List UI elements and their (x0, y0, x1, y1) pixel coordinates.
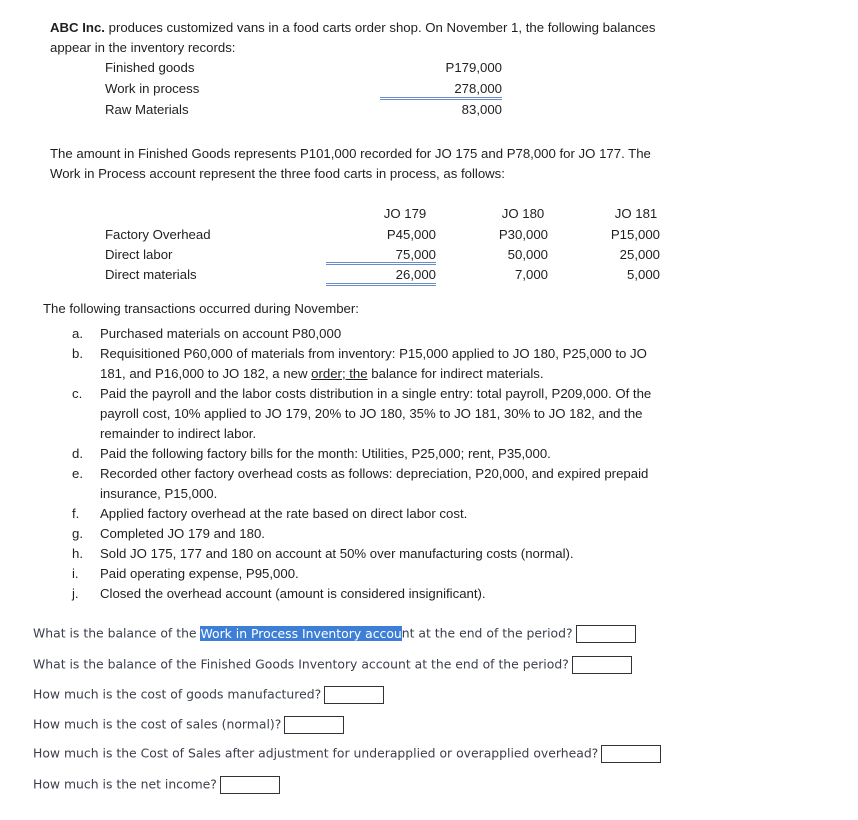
balance-underline (380, 97, 502, 100)
underlined-phrase: order; the (311, 366, 368, 381)
transaction-line: Paid the payroll and the labor costs distribution in a single entry: total payroll, P209,000. Of the (100, 386, 652, 401)
jo-181-direct-materials: 5,000 (626, 267, 660, 282)
question-text: How much is the cost of sales (normal)? (33, 716, 282, 732)
transaction-line: Purchased materials on account P80,000 (100, 326, 342, 341)
transaction-line: Paid operating expense, P95,000. (100, 566, 299, 581)
transaction-line: Closed the overhead account (amount is considered insignificant). (100, 586, 486, 601)
question-net-income (33, 776, 280, 794)
transaction-d (72, 444, 772, 464)
transaction-g (72, 524, 772, 544)
balance-label-work-in-process: Work in process (105, 81, 200, 96)
transaction-line: 181, and P16,000 to JO 182, a new order; the balance for indirect materials. (100, 366, 544, 381)
answer-input-cost-of-sales-normal[interactable] (284, 716, 344, 734)
transaction-c (72, 384, 772, 444)
para2-line1: The amount in Finished Goods represents P101,000 recorded for JO 175 and P78,000 for JO 177. The (50, 146, 651, 161)
company-name: ABC Inc. (50, 20, 105, 35)
jo-179-direct-materials: 26,000 (395, 267, 436, 282)
transaction-line: Applied factory overhead at the rate based on direct labor cost. (100, 506, 468, 521)
jo-row-label-direct-labor: Direct labor (105, 247, 173, 262)
transaction-label: a. (72, 326, 83, 341)
transaction-label: e. (72, 466, 83, 481)
transaction-line: Completed JO 179 and 180. (100, 526, 265, 541)
selected-text-highlight-end: u (393, 625, 402, 641)
answer-input-wip-balance[interactable] (576, 625, 636, 643)
jo-179-direct-labor: 75,000 (395, 247, 436, 262)
intro-paragraph (50, 18, 790, 58)
balance-label-raw-materials: Raw Materials (105, 102, 189, 117)
question-cogm (33, 686, 384, 704)
jo-row-label-direct-materials: Direct materials (105, 267, 197, 282)
question-text: What is the balance of the Finished Goods Inventory account at the end of the period? (33, 656, 569, 672)
answer-input-cost-of-sales-adjusted[interactable] (601, 745, 661, 763)
question-text: How much is the net income? (33, 776, 217, 792)
transaction-line: remainder to indirect labor. (100, 426, 257, 441)
question-text: How much is the Cost of Sales after adjustment for underapplied or overapplied overhead? (33, 745, 599, 761)
transaction-h (72, 544, 772, 564)
answer-input-fg-balance[interactable] (572, 656, 632, 674)
intro-text-line1: produces customized vans in a food carts order shop. On November 1, the following balances (104, 20, 656, 35)
transaction-label: i. (72, 566, 79, 581)
question-text-end: nt at the end of the period? (401, 625, 573, 641)
transactions-list (72, 324, 772, 604)
transaction-b (72, 344, 772, 384)
transaction-label: b. (72, 346, 83, 361)
jo-header-180: JO 180 (501, 206, 545, 221)
question-cost-of-sales-adjusted (33, 745, 661, 763)
jo-header-181: JO 181 (614, 206, 658, 221)
selected-text-highlight: Work in Process Inventory acco (200, 625, 394, 641)
jo-179-bottom-underline (326, 283, 436, 286)
transaction-label: j. (72, 586, 79, 601)
jo-header-179: JO 179 (383, 206, 427, 221)
transaction-line: Requisitioned P60,000 of materials from inventory: P15,000 applied to JO 180, P25,000 to JO (100, 346, 647, 361)
para2-line2: Work in Process account represent the three food carts in process, as follows: (50, 166, 505, 181)
jo-181-direct-labor: 25,000 (619, 247, 660, 262)
balance-value-finished-goods: P179,000 (445, 60, 502, 75)
question-text: How much is the cost of goods manufactured? (33, 686, 322, 702)
transaction-line: Recorded other factory overhead costs as follows: depreciation, P20,000, and expired prepaid (100, 466, 649, 481)
question-wip-balance (33, 625, 636, 643)
jo-179-underline (326, 262, 436, 265)
transactions-intro: The following transactions occurred during November: (43, 301, 359, 316)
balance-label-finished-goods: Finished goods (105, 60, 195, 75)
question-cost-of-sales-normal (33, 716, 344, 734)
answer-input-net-income[interactable] (220, 776, 280, 794)
jo-180-factory-overhead: P30,000 (498, 227, 548, 242)
transaction-line: insurance, P15,000. (100, 486, 218, 501)
balance-value-raw-materials: 83,000 (461, 102, 502, 117)
transaction-line: Paid the following factory bills for the month: Utilities, P25,000; rent, P35,000. (100, 446, 551, 461)
jo-181-factory-overhead: P15,000 (610, 227, 660, 242)
jo-180-direct-materials: 7,000 (514, 267, 548, 282)
jo-179-factory-overhead: P45,000 (386, 227, 436, 242)
balance-value-work-in-process: 278,000 (454, 81, 502, 96)
question-text: What is the balance of the (33, 625, 201, 641)
transaction-j (72, 584, 772, 604)
question-fg-balance (33, 656, 632, 674)
transaction-label: g. (72, 526, 83, 541)
work-in-process-paragraph (50, 144, 651, 184)
jo-row-label-factory-overhead: Factory Overhead (105, 227, 211, 242)
transaction-e (72, 464, 772, 504)
transaction-i (72, 564, 772, 584)
transaction-line: payroll cost, 10% applied to JO 179, 20% to JO 180, 35% to JO 181, 30% to JO 182, and the (100, 406, 643, 421)
transaction-label: d. (72, 446, 83, 461)
transaction-f (72, 504, 772, 524)
intro-text-line2: appear in the inventory records: (50, 40, 236, 55)
transaction-label: f. (72, 506, 80, 521)
transaction-line: Sold JO 175, 177 and 180 on account at 50% over manufacturing costs (normal). (100, 546, 574, 561)
transaction-label: h. (72, 546, 83, 561)
answer-input-cogm[interactable] (324, 686, 384, 704)
jo-180-direct-labor: 50,000 (507, 247, 548, 262)
transaction-label: c. (72, 386, 83, 401)
transaction-a (72, 324, 772, 344)
